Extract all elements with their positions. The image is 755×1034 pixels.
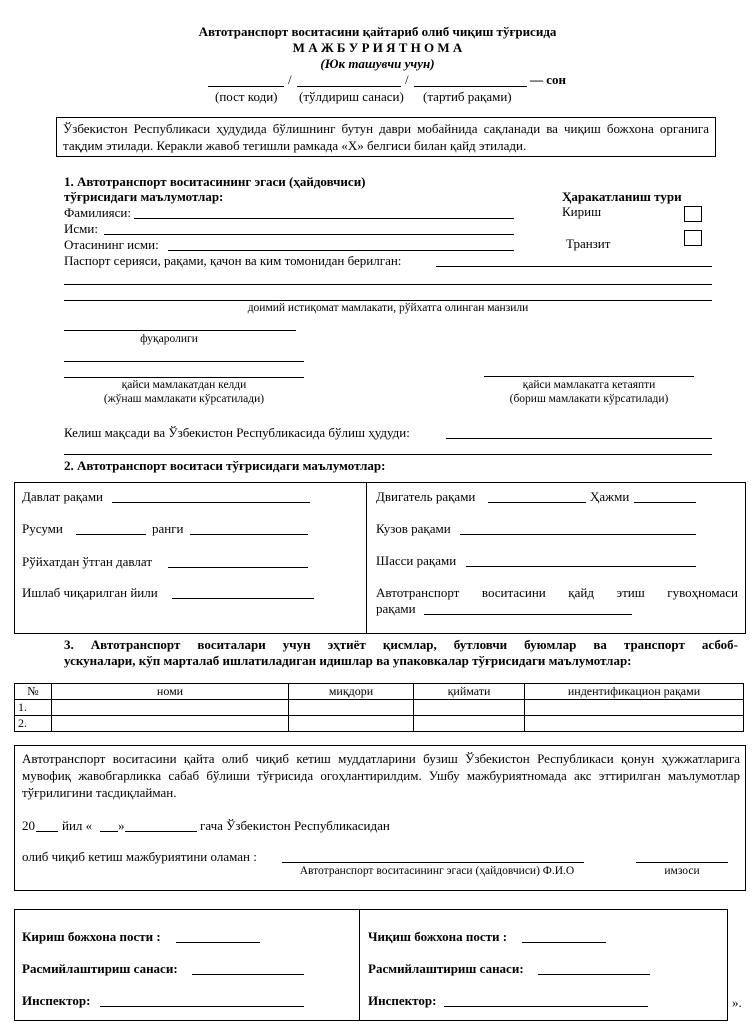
form-subtitle: (Юк ташувчи учун) <box>320 56 435 71</box>
chassis-field[interactable] <box>466 566 696 567</box>
passport-field[interactable] <box>436 266 712 267</box>
from-country-caption: қайси мамлакатдан келди <box>121 379 247 391</box>
year-label: Ишлаб чиқарилган йили <box>22 585 158 600</box>
section1-heading: 1. Автотранспорт воситасининг эгаси (ҳайдовчиси) <box>64 174 366 189</box>
row-number: 2. <box>15 716 52 732</box>
exit-post-label: Чиқиш божхона пости : <box>368 929 508 944</box>
to-country-caption: қайси мамлакатга кетаяпти <box>522 379 656 391</box>
cert-label-2: рақами <box>376 601 416 616</box>
cell-name[interactable] <box>52 716 289 732</box>
plate-label: Давлат рақами <box>22 489 103 504</box>
exit-reg-date-label: Расмийлаштириш санаси: <box>368 961 524 976</box>
residence-caption: доимий истиқомат мамлакати, рўйхатга олинган манзили <box>247 302 529 314</box>
reg-country-field[interactable] <box>168 567 308 568</box>
fill-date-caption: (тўлдириш санаси) <box>299 89 404 104</box>
cell-quantity[interactable] <box>289 700 414 716</box>
col-value: қиймати <box>414 684 525 700</box>
cert-field[interactable] <box>424 614 632 615</box>
purpose-field[interactable] <box>446 438 712 439</box>
exit-reg-date-field[interactable] <box>538 974 650 975</box>
entry-inspector-field[interactable] <box>100 1006 304 1007</box>
name-label: Исми: <box>64 221 98 236</box>
passport-field-line2[interactable] <box>64 284 712 285</box>
cell-value[interactable] <box>414 700 525 716</box>
cell-id[interactable] <box>525 716 744 732</box>
cell-quantity[interactable] <box>289 716 414 732</box>
owner-caption: Автотранспорт воситасининг эгаси (ҳайдовчиси) Ф.И.О <box>299 865 575 877</box>
end-mark: ». <box>732 995 742 1010</box>
patronymic-label: Отасининг исми: <box>64 237 159 252</box>
volume-label: Ҳажми <box>590 489 630 504</box>
section1-heading-2: тўғрисидаги маълумотлар: <box>64 189 224 204</box>
col-number: № <box>15 684 52 700</box>
cell-id[interactable] <box>525 700 744 716</box>
purpose-field-line2[interactable] <box>64 454 712 455</box>
col-quantity: миқдори <box>289 684 414 700</box>
reg-country-label: Рўйхатдан ўтган давлат <box>22 554 152 569</box>
from-country-hint: (жўнаш мамлакати кўрсатилади) <box>103 393 265 405</box>
date-prefix: 20 <box>22 818 35 833</box>
separator: / <box>288 72 292 87</box>
exit-post-field[interactable] <box>522 942 606 943</box>
surname-label: Фамилияси: <box>64 205 131 220</box>
exit-inspector-field[interactable] <box>444 1006 648 1007</box>
to-country-field[interactable] <box>484 376 694 377</box>
intro-notice-text: Ўзбекистон Республикаси ҳудудида бўлишнинг бутун даври мобайнида сақланади ва чиқиш божхона органига тақдим этилади. Керакли жавоб тегишли рамкада «Х» белгиси билан қайд этилади. <box>63 121 709 153</box>
post-code-caption: (пост коди) <box>215 89 278 104</box>
signature-caption: имзоси <box>664 865 700 877</box>
exit-inspector-label: Инспектор: <box>368 993 437 1008</box>
month-field[interactable] <box>125 831 197 832</box>
owner-name-field[interactable] <box>282 862 584 863</box>
color-label: ранги <box>152 521 184 536</box>
chassis-label: Шасси рақами <box>376 553 457 568</box>
entry-checkbox[interactable] <box>684 206 702 222</box>
declaration-text: Автотранспорт воситасини қайта олиб чиқиб кетиш муддатларини бузиш Ўзбекистон Республикаси қонун ҳужжатларига мувофиқ жавобгарликка сабаб бўлиши тўғрисида огоҳлантирилдим. Ушбу мажбуриятномада акс эттирилган маълумотлар тўғрилигини тасдиқлайман. <box>22 751 740 800</box>
engine-label: Двигатель рақами <box>376 489 476 504</box>
year-field[interactable] <box>172 598 314 599</box>
surname-field[interactable] <box>134 218 514 219</box>
section2-heading: 2. Автотранспорт воситаси тўғрисидаги маълумотлар: <box>64 458 386 473</box>
model-field[interactable] <box>76 534 146 535</box>
col-name: номи <box>52 684 289 700</box>
date-year-text: йил « <box>62 818 93 833</box>
from-country-field[interactable] <box>64 361 304 362</box>
to-country-hint: (бориш мамлакати кўрсатилади) <box>509 393 669 405</box>
post-code-field[interactable] <box>208 86 284 87</box>
section3-heading-2: ускуналари, кўп марталаб ишлатиладиган идишлар ва упаковкалар тўғрисидаги маълумотлар: <box>64 653 632 668</box>
customs-box-divider <box>359 909 360 1021</box>
obligation-label: олиб чиқиб кетиш мажбуриятини оламан : <box>22 849 257 864</box>
color-field[interactable] <box>190 534 308 535</box>
day-field[interactable] <box>100 831 118 832</box>
table-row <box>15 700 744 716</box>
serial-number-caption: (тартиб рақами) <box>423 89 512 104</box>
entry-post-label: Кириш божхона пости : <box>22 929 161 944</box>
citizenship-field[interactable] <box>64 330 296 331</box>
col-id: индентификацион рақами <box>525 684 744 700</box>
fill-date-field[interactable] <box>297 86 401 87</box>
citizenship-caption: фуқаролиги <box>140 333 198 345</box>
cell-name[interactable] <box>52 700 289 716</box>
signature-field[interactable] <box>636 862 728 863</box>
plate-field[interactable] <box>112 502 310 503</box>
table-row <box>15 716 744 732</box>
serial-number-field[interactable] <box>414 86 527 87</box>
passport-label: Паспорт серияси, рақами, қачон ва ким томонидан берилган: <box>64 253 402 268</box>
entry-inspector-label: Инспектор: <box>22 993 91 1008</box>
section3-heading: 3. Автотранспорт воситалари учун эҳтиёт қисмлар, бутловчи буюмлар ва транспорт асбоб- <box>64 637 738 652</box>
residence-field[interactable] <box>64 300 712 301</box>
items-table <box>14 683 744 732</box>
from-country-field-2[interactable] <box>64 377 304 378</box>
intro-notice-box <box>56 117 716 157</box>
form-title: Автотранспорт воситасини қайтариб олиб чиқиш тўғрисида <box>198 24 557 39</box>
movement-type-label: Ҳаракатланиш тури <box>562 189 682 204</box>
date-quote: » <box>118 818 125 833</box>
row-number: 1. <box>15 700 52 716</box>
document-type: М А Ж Б У Р И Я Т Н О М А <box>292 40 463 55</box>
year-suffix-field[interactable] <box>36 831 58 832</box>
engine-field[interactable] <box>488 502 586 503</box>
cell-value[interactable] <box>414 716 525 732</box>
transit-label: Транзит <box>566 236 611 251</box>
separator: / <box>405 72 409 87</box>
transit-checkbox[interactable] <box>684 230 702 246</box>
date-suffix: гача Ўзбекистон Республикасидан <box>200 818 390 833</box>
body-field[interactable] <box>460 534 696 535</box>
number-suffix: — сон <box>530 72 567 87</box>
model-label: Русуми <box>22 521 63 536</box>
purpose-label: Келиш мақсади ва Ўзбекистон Республикасида бўлиш ҳудуди: <box>64 425 410 440</box>
vehicle-box-divider <box>366 482 367 634</box>
entry-post-field[interactable] <box>176 942 260 943</box>
entry-reg-date-label: Расмийлаштириш санаси: <box>22 961 178 976</box>
entry-label: Кириш <box>562 204 602 219</box>
cert-label: Автотранспорт воситасини қайд этиш гувоҳномаси <box>376 585 738 600</box>
table-header-row <box>15 684 744 700</box>
volume-field[interactable] <box>634 502 696 503</box>
entry-reg-date-field[interactable] <box>192 974 304 975</box>
body-label: Кузов рақами <box>376 521 451 536</box>
name-field[interactable] <box>104 234 514 235</box>
patronymic-field[interactable] <box>168 250 514 251</box>
